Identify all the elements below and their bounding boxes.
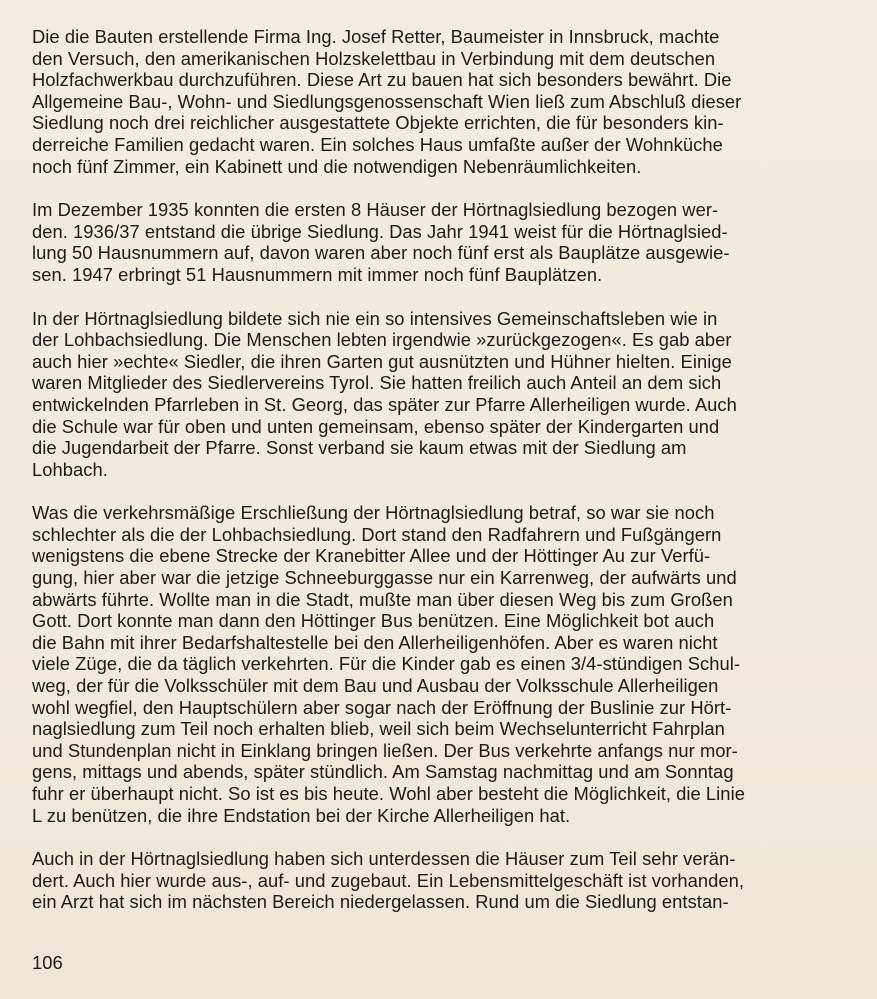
text-line: die Schule war für oben und unten gemeinsam, ebenso später der Kindergarten und (32, 415, 720, 437)
text-line: Lohbach. (32, 458, 108, 480)
text-line: die Bahn mit ihrer Bedarfshaltestelle bei den Allerheiligenhöfen. Aber es waren nicht (32, 631, 718, 653)
text-line: gung, hier aber war die jetzige Schneeburggasse nur ein Karrenweg, der aufwärts und (32, 567, 737, 589)
paragraph (32, 199, 852, 285)
text-line: ein Arzt hat sich im nächsten Bereich niedergelassen. Rund um die Siedlung entstan- (32, 891, 729, 913)
text-line: fuhr er überhaupt nicht. So ist es bis heute. Wohl aber besteht die Möglichkeit, die Linie (32, 783, 745, 804)
text-line: weg, der für die Volksschüler mit dem Bau und Ausbau der Volksschule Allerheiligen (32, 675, 719, 697)
paragraph (32, 502, 852, 826)
text-line: naglsiedlung zum Teil noch erhalten blieb, weil sich beim Wechselunterricht Fahrplan (32, 718, 725, 740)
text-line: dert. Auch hier wurde aus-, auf- und zugebaut. Ein Lebensmittelgeschäft ist vorhanden, (32, 869, 745, 891)
text-line: Die die Bauten erstellende Firma Ing. Josef Retter, Baumeister in Innsbruck, machte (32, 26, 720, 47)
text-line: den Versuch, den amerikanischen Holzskelettbau in Verbindung mit dem deutschen (32, 47, 716, 69)
text-line: sen. 1947 erbringt 51 Hausnummern mit immer noch fünf Bauplätzen. (32, 263, 603, 285)
text-line: lung 50 Hausnummern auf, davon waren aber noch fünf erst als Bauplätze ausgewie- (32, 242, 730, 264)
text-line: abwärts führte. Wollte man in die Stadt, mußte man über diesen Weg bis zum Großen (32, 588, 733, 610)
text-line: gens, mittags und abends, später stündlich. Am Samstag nachmittag und am Sonntag (32, 761, 734, 783)
text-line: entwickelnden Pfarrleben in St. Georg, das später zur Pfarre Allerheiligen wurde. Auch (32, 393, 737, 415)
text-line: Im Dezember 1935 konnten die ersten 8 Häuser der Hörtnaglsiedlung bezogen wer- (32, 199, 719, 221)
text-line: den. 1936/37 entstand die übrige Siedlung. Das Jahr 1941 weist für die Hörtnaglsied- (32, 220, 728, 242)
text-line: Was die verkehrsmäßige Erschließung der Hörtnaglsiedlung betraf, so war sie noch (32, 502, 715, 524)
page-number: 106 (32, 952, 63, 973)
text-line: wenigstens die ebene Strecke der Kranebitter Allee und der Höttinger Au zur Verfü- (32, 545, 711, 567)
text-line: In der Hörtnaglsiedlung bildete sich nie ein so intensives Gemeinschaftsleben wie in (32, 307, 718, 329)
text-line: und Stundenplan nicht in Einklang bringen ließen. Der Bus verkehrte anfangs nur mor- (32, 739, 738, 761)
text-line: schlechter als die der Lohbachsiedlung. Dort stand den Radfahrern und Fußgängern (32, 523, 722, 545)
text-line: wohl wegfiel, den Hauptschülern aber sogar nach der Eröffnung der Buslinie zur Hört- (32, 696, 732, 718)
text-line: die Jugendarbeit der Pfarre. Sonst verband sie kaum etwas mit der Siedlung am (32, 437, 687, 459)
body-text (32, 26, 852, 913)
text-line: Allgemeine Bau-, Wohn- und Siedlungsgenossenschaft Wien ließ zum Abschluß dieser (32, 90, 742, 112)
paragraph (32, 848, 852, 913)
text-line: noch fünf Zimmer, ein Kabinett und die notwendigen Nebenräumlichkeiten. (32, 155, 642, 177)
text-line: derreiche Familien gedacht waren. Ein solches Haus umfaßte außer der Wohnküche (32, 133, 723, 155)
text-line: waren Mitglieder des Siedlervereins Tyrol. Sie hatten freilich auch Anteil an dem sich (32, 372, 722, 394)
paragraph (32, 26, 852, 177)
text-line: auch hier »echte« Siedler, die ihren Garten gut ausnützten und Hühner hielten. Einige (32, 350, 732, 372)
paragraph (32, 308, 852, 481)
text-line: der Lohbachsiedlung. Die Menschen lebten irgendwie »zurückgezogen«. Es gab aber (32, 329, 732, 351)
text-line: L zu benützen, die ihre Endstation bei der Kirche Allerheiligen hat. (32, 804, 571, 826)
text-line: viele Züge, die da täglich verkehrten. Für die Kinder gab es einen 3/4-stündigen Schul- (32, 653, 741, 675)
text-line: Auch in der Hörtnaglsiedlung haben sich unterdessen die Häuser zum Teil sehr verän- (32, 848, 736, 870)
text-line: Siedlung noch drei reichlicher ausgestattete Objekte errichten, die für besonders kin- (32, 112, 724, 134)
text-line: Holzfachwerkbau durchzuführen. Diese Art zu bauen hat sich besonders bewährt. Die (32, 69, 732, 91)
text-line: Gott. Dort konnte man dann den Höttinger Bus benützen. Eine Möglichkeit bot auch (32, 610, 715, 632)
